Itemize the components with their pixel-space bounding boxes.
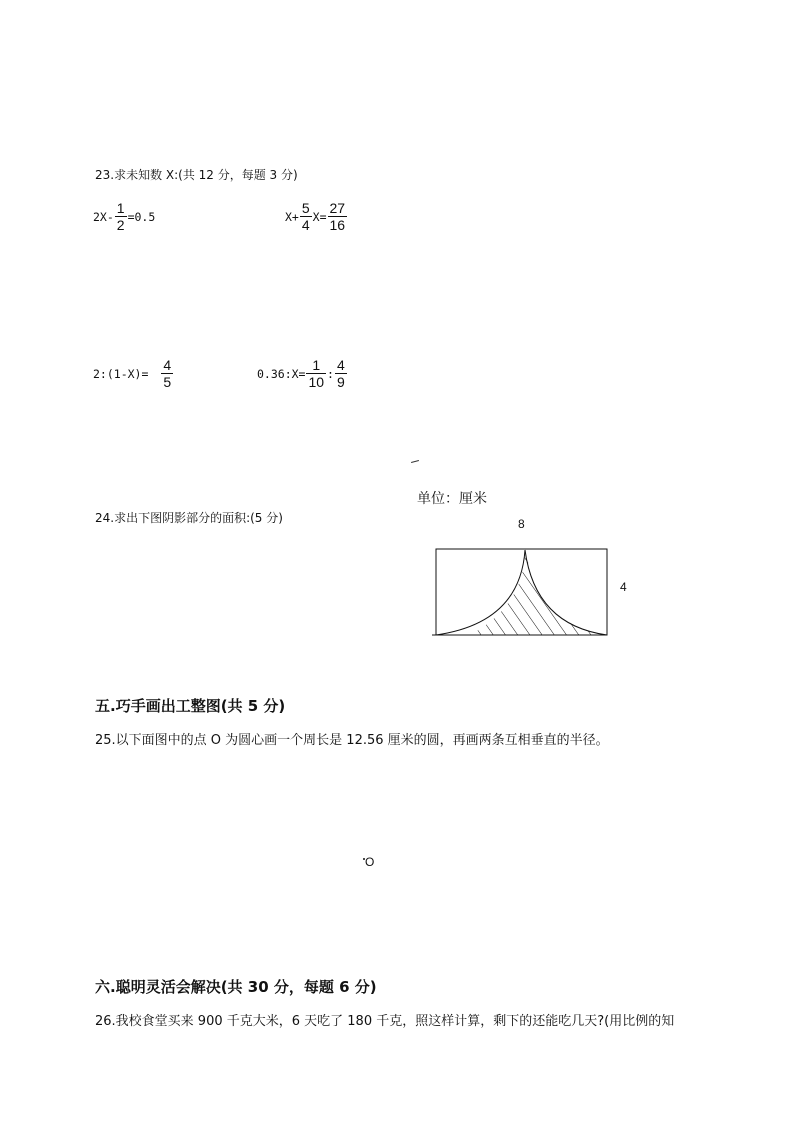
eq2-prefix: X+: [285, 209, 299, 224]
eq3-fraction: [161, 357, 173, 390]
section-5-heading: 五.巧手画出工整图(共 5 分): [95, 697, 286, 715]
eq4-prefix: 0.36:X=: [257, 366, 306, 381]
eq4-denominator-a: 10: [308, 374, 325, 390]
eq2-numerator-a: 5: [301, 200, 310, 216]
equation-2: [285, 200, 348, 233]
eq2-numerator-b: 27: [329, 200, 346, 216]
height-label: 4: [620, 580, 627, 594]
eq3-denominator: 5: [163, 374, 172, 390]
eq2-denominator-a: 4: [301, 217, 310, 233]
eq2-fraction-b: [328, 200, 348, 233]
center-point-label: O: [365, 855, 375, 869]
eq4-denominator-b: 9: [336, 374, 345, 390]
q25-text: 25.以下面图中的点 O 为圆心画一个周长是 12.56 厘米的圆，再画两条互相垂直的半径。: [95, 733, 609, 748]
eq4-numerator-b: 4: [336, 357, 345, 373]
q26-text: 26.我校食堂买来 900 千克大米，6 天吃了 180 千克，照这样计算，剩下的还能吃几天?(用比例的知: [95, 1014, 675, 1029]
eq1-numerator: 1: [116, 200, 125, 216]
eq2-mid: X=: [312, 209, 327, 224]
eq2-fraction-a: [300, 200, 312, 233]
width-label: 8: [518, 517, 525, 531]
eq1-suffix: =0.5: [127, 209, 156, 224]
eq4-fraction-a: [306, 357, 326, 390]
eq3-prefix: 2:(1-X)=: [93, 366, 149, 381]
eq4-fraction-b: [335, 357, 347, 390]
q23-title: 23.求未知数 X:(共 12 分，每题 3 分): [95, 168, 298, 182]
eq1-fraction: [115, 200, 127, 233]
stray-mark: [411, 460, 419, 463]
q24-title: 24.求出下图阴影部分的面积:(5 分): [95, 511, 283, 525]
section-6-heading: 六.聪明灵活会解决(共 30 分，每题 6 分): [95, 978, 377, 996]
hatched-region: [470, 550, 605, 635]
eq1-denominator: 2: [116, 217, 125, 233]
eq2-denominator-b: 16: [329, 217, 346, 233]
unit-label: 单位：厘米: [417, 491, 487, 507]
eq4-colon: :: [327, 366, 334, 381]
equation-1: [93, 200, 155, 233]
eq3-numerator: 4: [163, 357, 172, 373]
shaded-area-diagram: [430, 545, 612, 641]
equation-3: [93, 357, 174, 390]
eq1-prefix: 2X-: [93, 209, 114, 224]
eq4-numerator-a: 1: [312, 357, 321, 373]
equation-4: [257, 357, 348, 390]
